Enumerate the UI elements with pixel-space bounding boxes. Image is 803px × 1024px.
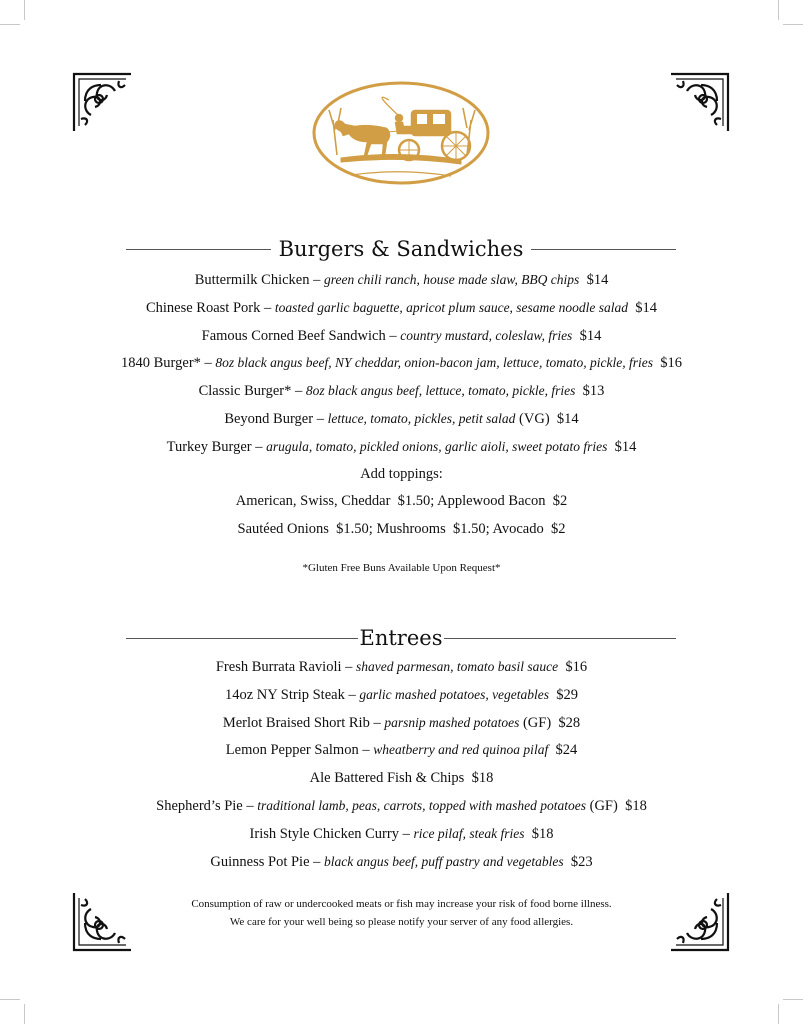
- menu-item: [0, 709, 803, 737]
- item-name: Buttermilk Chicken: [194, 272, 310, 288]
- crop-mark: [0, 24, 20, 25]
- item-description: 8oz black angus beef, NY cheddar, onion-bacon jam, lettuce, tomato, pickle, fries: [215, 355, 653, 371]
- menu-item: [0, 820, 803, 848]
- menu-item: [0, 792, 803, 820]
- menu-item: [0, 764, 803, 792]
- item-price: $18: [625, 797, 647, 814]
- item-price: $14: [556, 410, 579, 427]
- item-separator: –: [385, 327, 401, 344]
- menu-item: [0, 681, 803, 709]
- item-price: $28: [558, 714, 581, 731]
- item-price: $18: [471, 770, 494, 787]
- item-price: $16: [565, 659, 588, 675]
- gluten-free-note: *Gluten Free Buns Available Upon Request*: [302, 562, 501, 574]
- item-suffix: (VG): [515, 410, 550, 427]
- item-description: parsnip mashed potatoes: [384, 714, 520, 730]
- menu-item: [0, 294, 803, 322]
- crop-mark: [783, 999, 803, 1000]
- item-suffix: (GF): [586, 797, 618, 814]
- crop-mark: [783, 24, 803, 25]
- menu-item: [0, 349, 803, 377]
- menu-item: [0, 653, 803, 681]
- item-description: rice pilaf, steak fries: [413, 825, 525, 841]
- item-description: arugula, tomato, pickled onions, garlic aioli, sweet potato fries: [266, 438, 608, 454]
- item-separator: –: [369, 714, 385, 731]
- item-name: Lemon Pepper Salmon: [225, 742, 359, 759]
- item-separator: –: [251, 438, 267, 455]
- crop-mark: [778, 1004, 779, 1024]
- crop-mark: [24, 1004, 25, 1024]
- item-price: $23: [570, 853, 593, 870]
- divider: [531, 249, 676, 250]
- item-name: Chinese Roast Pork: [145, 299, 261, 316]
- item-price: $18: [531, 825, 554, 842]
- item-price: $14: [635, 299, 658, 316]
- section-title: Entrees: [359, 626, 443, 650]
- item-separator: –: [358, 742, 374, 759]
- item-name: Famous Corned Beef Sandwich: [201, 327, 386, 344]
- corner-ornament-icon: [669, 71, 731, 133]
- item-name: Shepherd’s Pie: [156, 797, 243, 814]
- item-name: Ale Battered Fish & Chips: [309, 770, 465, 787]
- menu-item: [0, 377, 803, 405]
- menu-item: [0, 736, 803, 764]
- item-description: toasted garlic baguette, apricot plum sauce, sesame noodle salad: [274, 299, 629, 315]
- menu-item: [0, 848, 803, 876]
- corner-ornament-icon: [71, 71, 133, 133]
- item-separator: –: [398, 825, 414, 842]
- divider: [126, 249, 271, 250]
- item-name: Classic Burger*: [198, 383, 292, 400]
- item-name: 14oz NY Strip Steak: [224, 686, 345, 703]
- item-description: shaved parmesan, tomato basil sauce: [356, 659, 559, 674]
- item-price: $14: [579, 327, 602, 344]
- item-separator: –: [200, 355, 216, 372]
- item-separator: –: [291, 383, 306, 400]
- food-safety-disclaimer: [0, 895, 803, 931]
- item-name: Guinness Pot Pie: [210, 853, 310, 870]
- item-description: green chili ranch, house made slaw, BBQ chips: [323, 272, 580, 287]
- toppings-label: Add toppings:: [360, 465, 443, 482]
- item-price: $29: [556, 686, 579, 703]
- menu-item: [0, 266, 803, 294]
- item-price: $14: [614, 438, 637, 455]
- item-description: garlic mashed potatoes, vegetables: [359, 686, 550, 702]
- item-name: Turkey Burger: [166, 438, 252, 455]
- item-separator: –: [260, 299, 275, 316]
- section-header-entrees: [126, 625, 676, 651]
- item-price: $16: [660, 355, 682, 372]
- item-name: Irish Style Chicken Curry: [249, 825, 399, 842]
- burgers-list: [0, 266, 803, 544]
- entrees-list: [0, 653, 803, 875]
- item-suffix: (GF): [519, 714, 552, 731]
- menu-item: [0, 322, 803, 350]
- item-price: $13: [582, 383, 605, 400]
- item-name: 1840 Burger*: [121, 355, 201, 372]
- item-name: Merlot Braised Short Rib: [222, 714, 370, 731]
- item-separator: –: [309, 853, 324, 870]
- horse-and-carriage-logo-icon: [311, 80, 491, 186]
- item-name: Fresh Burrata Ravioli: [215, 659, 342, 675]
- item-description: lettuce, tomato, pickles, petit salad: [327, 410, 516, 426]
- item-description: 8oz black angus beef, lettuce, tomato, pickle, fries: [305, 383, 576, 399]
- disclaimer-line: Consumption of raw or undercooked meats or fish may increase your risk of food borne illness.: [191, 898, 612, 910]
- item-description: country mustard, coleslaw, fries: [400, 327, 573, 343]
- item-description: black angus beef, puff pastry and vegetables: [324, 853, 564, 869]
- section-header-burgers: [126, 236, 676, 262]
- item-separator: –: [341, 659, 357, 675]
- divider: [444, 638, 676, 639]
- item-price: $24: [555, 742, 578, 759]
- item-separator: –: [344, 686, 360, 703]
- item-description: traditional lamb, peas, carrots, topped with mashed potatoes: [257, 797, 586, 813]
- item-separator: –: [313, 410, 328, 427]
- divider: [126, 638, 358, 639]
- menu-item: [0, 433, 803, 461]
- disclaimer-line: We care for your well being so please notify your server of any food allergies.: [229, 916, 574, 928]
- crop-mark: [24, 0, 25, 20]
- item-name: Beyond Burger: [224, 410, 314, 427]
- item-price: $14: [586, 272, 609, 288]
- item-separator: –: [309, 272, 324, 288]
- item-separator: –: [242, 797, 258, 814]
- crop-mark: [0, 999, 20, 1000]
- toppings-line: Sautéed Onions $1.50; Mushrooms $1.50; Avocado $2: [237, 521, 566, 538]
- toppings-line: American, Swiss, Cheddar $1.50; Applewood Bacon $2: [235, 493, 568, 510]
- crop-mark: [778, 0, 779, 20]
- section-title: Burgers & Sandwiches: [278, 237, 524, 261]
- menu-item: [0, 405, 803, 433]
- item-description: wheatberry and red quinoa pilaf: [373, 742, 549, 758]
